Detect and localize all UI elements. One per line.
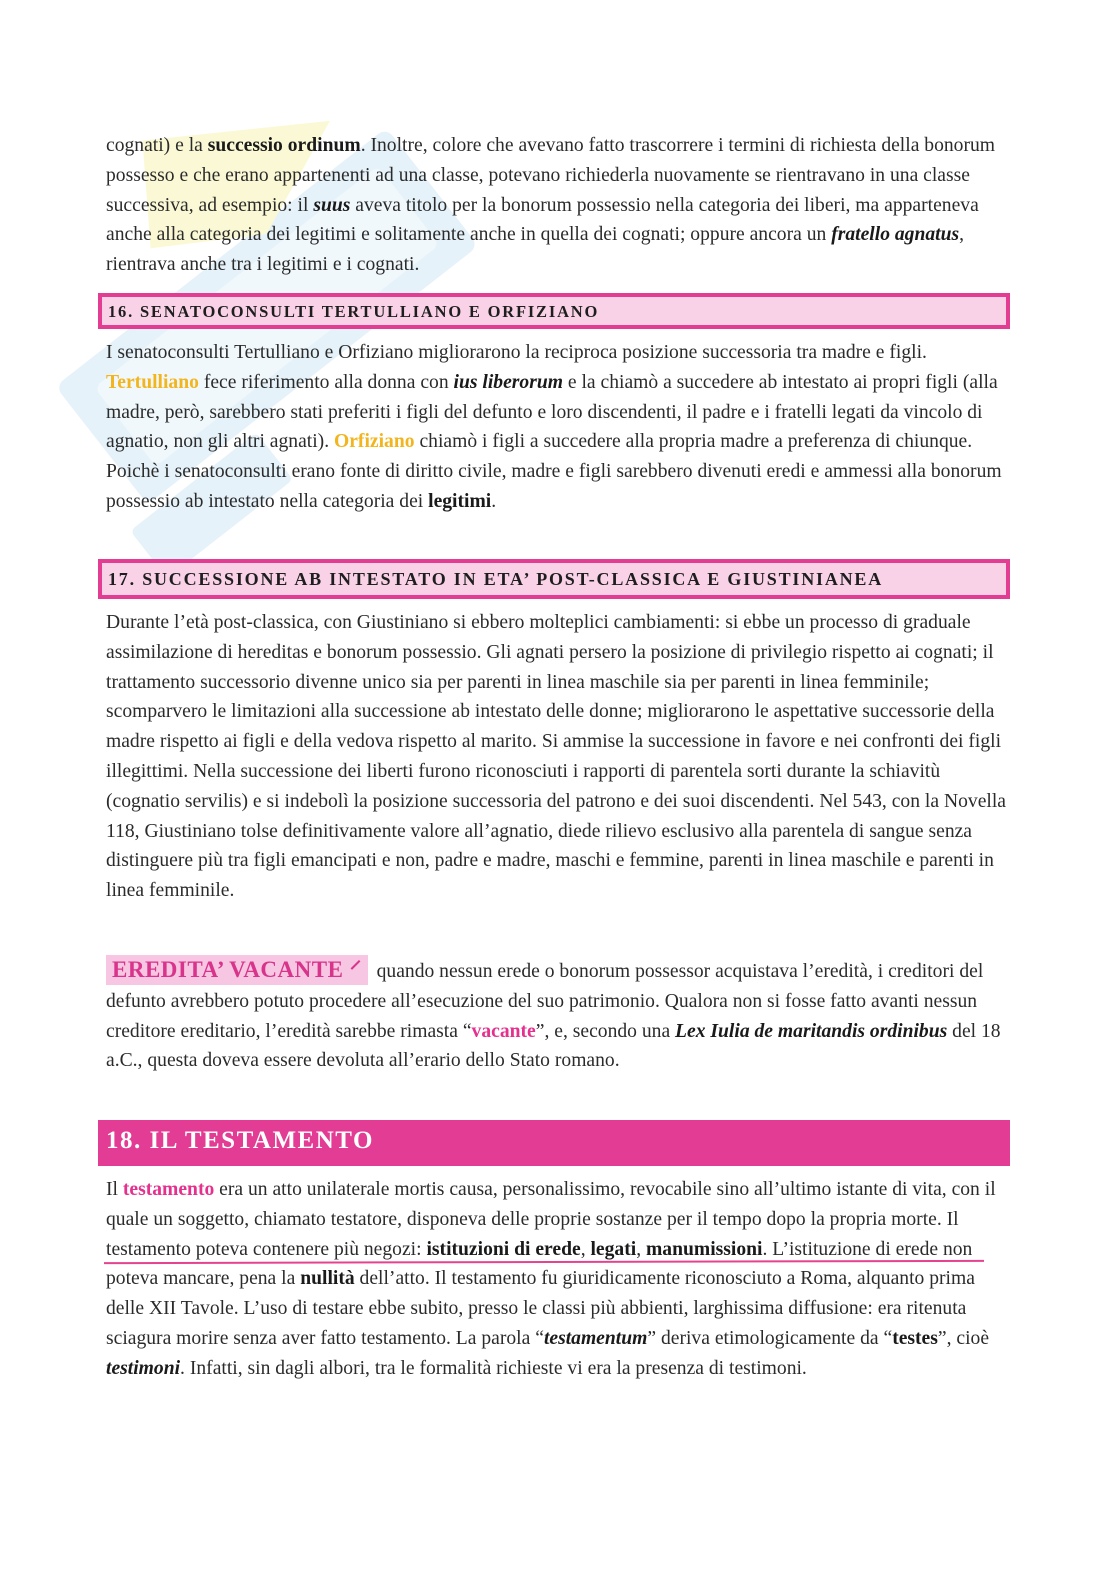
section-17-heading — [98, 559, 1010, 599]
eredita-vacante-tag: EREDITA’ VACANTE ⸍ — [106, 955, 368, 985]
section-17-paragraph: Durante l’età post-classica, con Giustiniano si ebbero molteplici cambiamenti: si ebbe un processo di graduale assimilazione di hereditas e bonorum possessio. Gli agnati persero la posizione di privilegio rispetto ai cognati; il trattamento successorio divenne unico sia per parenti in linea maschile sia per parenti in linea femminile; scomparvero le limitazioni alla successione ab intestato delle donne; migliorarono le aspettative successorie della madre rispetto ai figli e della vedova rispetto al marito. Si ammise la successione in favore e nei confronti dei figli illegittimi. Nella successione dei liberti furono riconosciuti i rapporti di parentela sorti durante la schiavitù (cognatio servilis) e si indebolì la posizione successoria del patrono e dei suoi discendenti. Nel 543, con la Novella 118, Giustiniano tolse definitivamente valore all’agnatio, diede rilievo esclusivo alla parentela di sangue senza distinguere più tra figli emancipati e non, padre e madre, maschi e femmine, parenti in linea maschile e parenti in linea femminile. — [106, 612, 1006, 902]
tertulliano-highlight: Tertulliano — [106, 371, 199, 393]
section-18-heading — [98, 1120, 1010, 1166]
section-17-title: 17. SUCCESSIONE AB INTESTATO IN ETA’ POST-CLASSICA E GIUSTINIANEA — [108, 569, 884, 589]
section-18-title: 18. IL TESTAMENTO — [106, 1127, 374, 1154]
section-16-title: 16. SENATOCONSULTI TERTULLIANO E ORFIZIANO — [108, 302, 600, 321]
section-16-heading — [98, 293, 1010, 329]
section-16-paragraph: I senatoconsulti Tertulliano e Orfiziano migliorarono la reciproca posizione successoria tra madre e figli. Tertulliano fece riferimento alla donna con ius liberorum e la chiamò a succedere ab intestato ai propri figli (alla madre, però, sarebbero stati preferiti i figli del defunto e loro discendenti, il padre e i fratelli legati da vincolo di agnatio, non gli altri agnati). Orfiziano chiamò i figli a succedere alla propria madre a preferenza di chiunque. Poichè i senatoconsulti erano fonte di diritto civile, madre e figli sarebbero divenuti eredi e ammessi alla bonorum possessio ab intestato nella categoria dei legitimi. — [106, 342, 1002, 512]
eredita-vacante-paragraph: EREDITA’ VACANTE ⸍ quando nessun erede o bonorum possessor acquistava l’eredità, i creditori del defunto avrebbero potuto procedere all’esecuzione del suo patrimonio. Qualora non si fosse fatto avanti nessun creditore ereditario, l’eredità sarebbe rimasta “vacante”, e, secondo una Lex Iulia de maritandis ordinibus del 18 a.C., questa doveva essere devoluta all’erario dello Stato romano. — [106, 957, 1001, 1072]
intro-paragraph: cognati) e la successio ordinum. Inoltre, colore che avevano fatto trascorrere i termini di richiesta della bonorum possesso e che erano appartenenti ad una classe, potevano richiederla nuovamente se rientravano in una classe successiva, ad esempio: il suus aveva titolo per la bonorum possessio nella categoria dei liberi, ma apparteneva anche alla categoria dei legitimi e solitamente anche in quella dei cognati; oppure ancora un fratello agnatus, rientrava anche tra i legitimi e i cognati. — [106, 135, 996, 276]
section-18-paragraph: Il testamento era un atto unilaterale mortis causa, personalissimo, revocabile sino all’ultimo istante di vita, con il quale un soggetto, chiamato testatore, disponeva delle proprie sostanze per il tempo dopo la propria morte. Il testamento poteva contenere più negozi: istituzioni di erede, legati, manumissioni. L’istituzione di erede non poteva mancare, pena la nullità dell’atto. Il testamento fu giuridicamente riconosciuto a Roma, alquanto prima delle XII Tavole. L’uso di testare ebbe subito, presso le classi più abbienti, larghissima diffusione: era ritenuta sciagura morire senza aver fatto testamento. La parola “testamentum” deriva etimologicamente da “testes”, cioè testimoni. Infatti, sin dagli albori, tra le formalità richieste vi era la presenza di testimoni. — [106, 1179, 996, 1379]
orfiziano-highlight: Orfiziano — [334, 431, 415, 453]
